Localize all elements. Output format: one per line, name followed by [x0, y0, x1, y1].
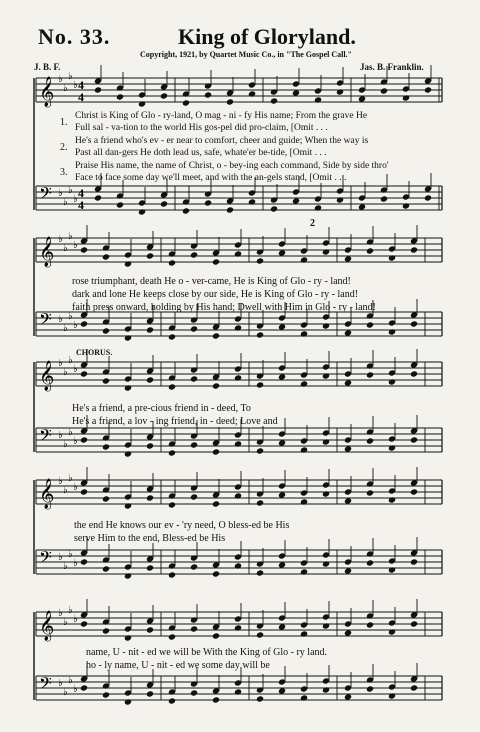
svg-text:𝄢: 𝄢	[39, 183, 52, 207]
svg-text:♭: ♭	[73, 320, 78, 331]
svg-text:♭: ♭	[73, 482, 78, 493]
verse-3-line-2: Face to face some day we'll meet, and with the an-gels stand, [Omit . . .	[75, 173, 347, 183]
svg-text:♭: ♭	[68, 605, 73, 616]
svg-text:𝄞: 𝄞	[39, 479, 55, 509]
svg-text:♭: ♭	[68, 675, 73, 686]
svg-text:𝄢: 𝄢	[39, 309, 52, 333]
svg-text:♭: ♭	[68, 231, 73, 242]
verse-2-line-1: He's a friend who's ev - er near to comfort, cheer and guide; When the way is	[75, 136, 369, 146]
svg-text:♭: ♭	[58, 678, 63, 689]
svg-text:♭: ♭	[63, 617, 68, 628]
copyright-line: Copyright, 1921, by Quartet Music Co., in "The Gospel Call."	[140, 50, 352, 59]
svg-text:♭: ♭	[68, 71, 73, 82]
svg-text:♭: ♭	[73, 240, 78, 251]
hymn-title: King of Gloryland.	[178, 24, 356, 49]
svg-text:♭: ♭	[68, 355, 73, 366]
verse-3-line-1: Praise His name, the name of Christ, o - bey-ing each command, Side by side thro'	[75, 161, 389, 171]
verse-2-line-2: Past all dan-gers He doth lead us, safe, whate'er be-tide, [Omit . . .	[75, 148, 327, 158]
svg-text:♭: ♭	[58, 552, 63, 563]
svg-text:𝄢: 𝄢	[39, 673, 52, 697]
verse-1-number: 1.	[60, 117, 68, 128]
svg-text:♭: ♭	[63, 197, 68, 208]
svg-text:♭: ♭	[58, 74, 63, 85]
composer-credit: Jas. B. Franklin.	[360, 62, 424, 72]
system-3-lyric-1: He's a friend, a pre-cious friend in - deed, To	[72, 403, 251, 414]
volta-number: 2	[310, 218, 315, 229]
svg-text:♭: ♭	[68, 473, 73, 484]
svg-text:4: 4	[78, 186, 84, 200]
svg-text:♭: ♭	[73, 364, 78, 375]
verse-1-line-2: Full sal - va-tion to the world His gos-pel did pro-claim, [Omit . . .	[75, 123, 328, 133]
svg-text:♭: ♭	[58, 234, 63, 245]
system-4-lyric-2: serve Him to the end, Bless-ed be His	[74, 533, 226, 544]
svg-text:♭: ♭	[73, 684, 78, 695]
svg-text:♭: ♭	[68, 549, 73, 560]
svg-text:𝄞: 𝄞	[39, 77, 55, 107]
svg-text:♭: ♭	[63, 323, 68, 334]
svg-text:4: 4	[78, 198, 84, 212]
svg-text:♭: ♭	[63, 367, 68, 378]
svg-text:𝄞: 𝄞	[39, 361, 55, 391]
system-3-lyric-2: He's a friend, a lov - ing friend, in - deed; Love and	[72, 416, 278, 427]
svg-text:♭: ♭	[68, 427, 73, 438]
svg-text:♭: ♭	[63, 83, 68, 94]
svg-text:𝄞: 𝄞	[39, 237, 55, 267]
svg-text:4: 4	[78, 90, 84, 104]
svg-text:♭: ♭	[58, 358, 63, 369]
svg-text:♭: ♭	[68, 185, 73, 196]
svg-text:♭: ♭	[63, 243, 68, 254]
system-5-lyric-1: name, U - nit - ed we will be With the King of Glo - ry land.	[86, 647, 328, 658]
svg-text:♭: ♭	[73, 80, 78, 91]
verse-1-line-1: Christ is King of Glo - ry-land, O mag - ni - fy His name; From the grave He	[75, 111, 368, 121]
system-2-lyric-3: faith press onward, holding by His hand; Dwell with Him in Glo - ry - land!	[72, 302, 376, 313]
svg-text:♭: ♭	[73, 436, 78, 447]
svg-text:♭: ♭	[73, 194, 78, 205]
svg-text:𝄞: 𝄞	[39, 611, 55, 641]
svg-text:♭: ♭	[58, 430, 63, 441]
chorus-label: CHORUS.	[76, 348, 113, 357]
lyricist-credit: J. B. F.	[34, 62, 61, 72]
svg-text:𝄢: 𝄢	[39, 425, 52, 449]
system-5-lyric-2: ho - ly name, U - nit - ed we some day will be	[86, 660, 270, 671]
system-2-lyric-2: dark and lone He keeps close by our side, He is King of Glo - ry - land!	[72, 289, 359, 300]
svg-text:4: 4	[78, 78, 84, 92]
svg-text:♭: ♭	[58, 608, 63, 619]
hymn-number: No. 33.	[38, 24, 111, 49]
verse-3-number: 3.	[60, 167, 68, 178]
svg-text:♭: ♭	[63, 687, 68, 698]
svg-text:♭: ♭	[63, 439, 68, 450]
svg-text:♭: ♭	[73, 558, 78, 569]
svg-text:♭: ♭	[58, 188, 63, 199]
svg-text:♭: ♭	[63, 485, 68, 496]
svg-text:♭: ♭	[73, 614, 78, 625]
svg-text:♭: ♭	[68, 311, 73, 322]
system-4-lyric-1: the end He knows our ev - 'ry need, O bless-ed be His	[74, 520, 290, 531]
svg-text:♭: ♭	[58, 476, 63, 487]
verse-2-number: 2.	[60, 142, 68, 153]
system-2-lyric-1: rose triumphant, death He o - ver-came, He is King of Glo - ry - land!	[72, 276, 351, 287]
svg-text:♭: ♭	[58, 314, 63, 325]
svg-text:𝄢: 𝄢	[39, 547, 52, 571]
svg-text:♭: ♭	[63, 561, 68, 572]
